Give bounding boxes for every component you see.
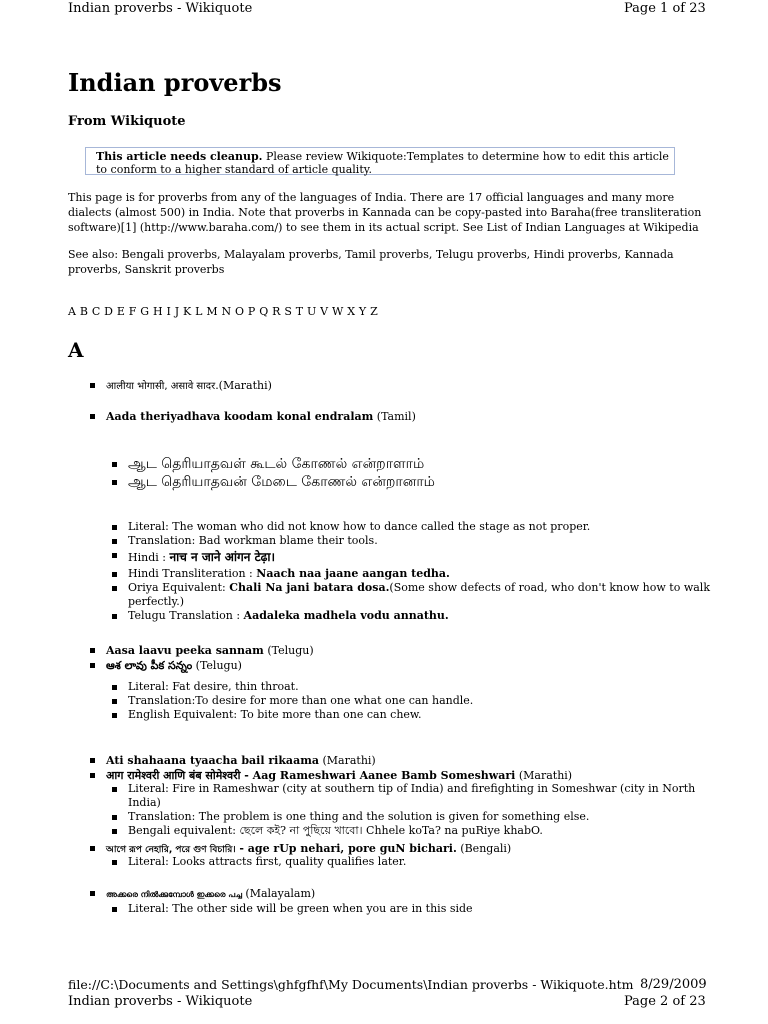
proverb-list-6	[90, 886, 730, 902]
proverb-language: (Telugu)	[263, 644, 314, 657]
footer-page-number: Page 2 of 23	[624, 994, 706, 1009]
detail-label: Translation:To desire for more than one what one can handle.	[128, 694, 474, 707]
detail-value: Chali Na jani batara dosa.	[229, 581, 390, 594]
proverb-language: (Bengali)	[456, 842, 512, 855]
proverb-details-3	[112, 680, 712, 722]
proverb-language: (Marathi)	[318, 754, 376, 767]
tamil-script-list	[112, 455, 435, 491]
proverb-language: (Telugu)	[192, 659, 242, 672]
list-item	[112, 855, 712, 869]
detail-label: Hindi Transliteration :	[128, 567, 257, 580]
list-item	[112, 902, 712, 916]
list-item	[112, 810, 712, 824]
list-item	[112, 548, 712, 567]
list-item	[90, 886, 730, 902]
proverb-language: (Tamil)	[373, 410, 416, 423]
proverb-text: Aada theriyadhava koodam konal endralam	[106, 410, 374, 423]
section-heading-a: A	[68, 338, 84, 362]
list-item	[90, 768, 730, 783]
proverb-details-2	[112, 520, 712, 623]
detail-value: नाच न जाने आंगन टेढ़ा।	[169, 550, 276, 564]
detail-tail: (Some show defects of road, who don't know how to walk perfectly.)	[128, 581, 710, 608]
detail-value: Naach naa jaane aangan tedha.	[256, 567, 450, 580]
detail-label: Literal: The woman who did not know how to dance called the stage as not proper.	[128, 520, 591, 533]
list-item	[112, 782, 712, 810]
cleanup-notice-bold: This article needs cleanup.	[96, 150, 263, 163]
detail-value: Aadaleka madhela vodu annathu.	[243, 609, 449, 622]
footer-title: Indian proverbs - Wikiquote	[68, 994, 253, 1009]
proverb-script: ஆட தெரியாதவன் மேடை கோணல் என்றானாம்	[128, 474, 435, 490]
proverb-transliteration: - Aag Rameshwari Aanee Bamb Someshwari	[240, 769, 516, 782]
list-item	[112, 520, 712, 534]
proverb-script: ஆட தெரியாதவள் கூடல் கோணல் என்றாளாம்	[128, 456, 425, 472]
detail-label: Bengali equivalent: ছেলে কই? না পুছিয়ে খাবো। Chhele koTa? na puRiye khabO.	[128, 824, 543, 837]
proverb-language: (Marathi)	[515, 769, 573, 782]
proverb-language: .(Marathi)	[215, 379, 272, 392]
list-item	[90, 378, 730, 394]
list-item	[112, 581, 712, 609]
intro-paragraph: This page is for proverbs from any of the languages of India. There are 17 official languages and many more dialects (almost 500) in India. Note that proverbs in Kannada can be copy-pasted into Baraha(free transliteration software)[1] (http://www.baraha.com/) to see them in its actual script. See List of Indian Languages at Wikipedia	[68, 191, 702, 234]
cleanup-notice	[85, 147, 675, 175]
proverb-transliteration: - age rUp nehari, pore guN bichari.	[235, 842, 457, 855]
detail-label: Telugu Translation :	[128, 609, 244, 622]
detail-label: Hindi :	[128, 551, 170, 564]
footer-file-path: file://C:\Documents and Settings\ghfgfhf\My Documents\Indian proverbs - Wikiquote.htm	[68, 977, 634, 992]
list-item	[112, 567, 712, 581]
header-title: Indian proverbs - Wikiquote	[68, 1, 253, 16]
detail-label: Translation: The problem is one thing and the solution is given for something else.	[128, 810, 590, 823]
proverb-text: Aasa laavu peeka sannam	[106, 644, 264, 657]
detail-label: Literal: Fire in Rameshwar (city at southern tip of India) and firefighting in Someshwar (city in North India)	[128, 782, 696, 809]
proverb-details-6	[112, 902, 712, 916]
list-item	[90, 409, 730, 424]
list-item	[112, 680, 712, 694]
proverb-script: ఆశ లావు పీక సన్నం	[106, 659, 193, 672]
detail-label: Translation: Bad workman blame their tools.	[128, 534, 378, 547]
detail-label: English Equivalent: To bite more than one can chew.	[128, 708, 422, 721]
proverb-list-3	[90, 643, 730, 673]
proverb-script: അക്കരെ നിൽക്കുമ്പോൾ ഇക്കരെ പച്ച	[106, 890, 242, 899]
proverb-text: Ati shahaana tyaacha bail rikaama	[106, 754, 319, 767]
proverb-details-4	[112, 782, 712, 838]
list-item	[90, 753, 730, 768]
detail-label: Literal: Looks attracts first, quality qualifies later.	[128, 855, 407, 868]
footer-date: 8/29/2009	[640, 977, 707, 992]
proverb-script: आलीया भोगासी, असावे सादर	[106, 381, 216, 392]
list-item	[112, 694, 712, 708]
detail-label: Literal: Fat desire, thin throat.	[128, 680, 299, 693]
page-subtitle: From Wikiquote	[68, 114, 186, 129]
list-item	[112, 708, 712, 722]
list-item	[112, 824, 712, 838]
detail-label: Oriya Equivalent:	[128, 581, 230, 594]
list-item	[112, 455, 435, 473]
list-item	[90, 658, 730, 673]
proverb-list-1	[90, 378, 730, 394]
proverb-list-2	[90, 409, 730, 424]
list-item	[112, 473, 435, 491]
see-also-paragraph: See also: Bengali proverbs, Malayalam proverbs, Tamil proverbs, Telugu proverbs, Hindi proverbs, Kannada proverbs, Sanskrit proverbs	[68, 248, 674, 276]
cleanup-notice-text: Please review Wikiquote:Templates to determine how to edit this article to conform to a higher standard of article quality.	[96, 150, 669, 176]
proverb-script: आग रामेश्वरी आणि बंब सोमेश्वरी	[106, 769, 241, 782]
proverb-list-4	[90, 753, 730, 783]
page-title: Indian proverbs	[68, 68, 282, 97]
proverb-details-5	[112, 855, 712, 869]
proverb-script: আগে রূপ নেহারি, পরে গুণ বিচারি।	[106, 845, 236, 855]
list-item	[90, 643, 730, 658]
list-item	[112, 609, 712, 623]
header-page-number: Page 1 of 23	[624, 1, 706, 16]
alphabet-index[interactable]: A B C D E F G H I J K L M N O P Q R S T U V W X Y Z	[68, 305, 378, 318]
list-item	[112, 534, 712, 548]
detail-label: Literal: The other side will be green when you are in this side	[128, 902, 473, 915]
proverb-language: (Malayalam)	[241, 887, 316, 900]
